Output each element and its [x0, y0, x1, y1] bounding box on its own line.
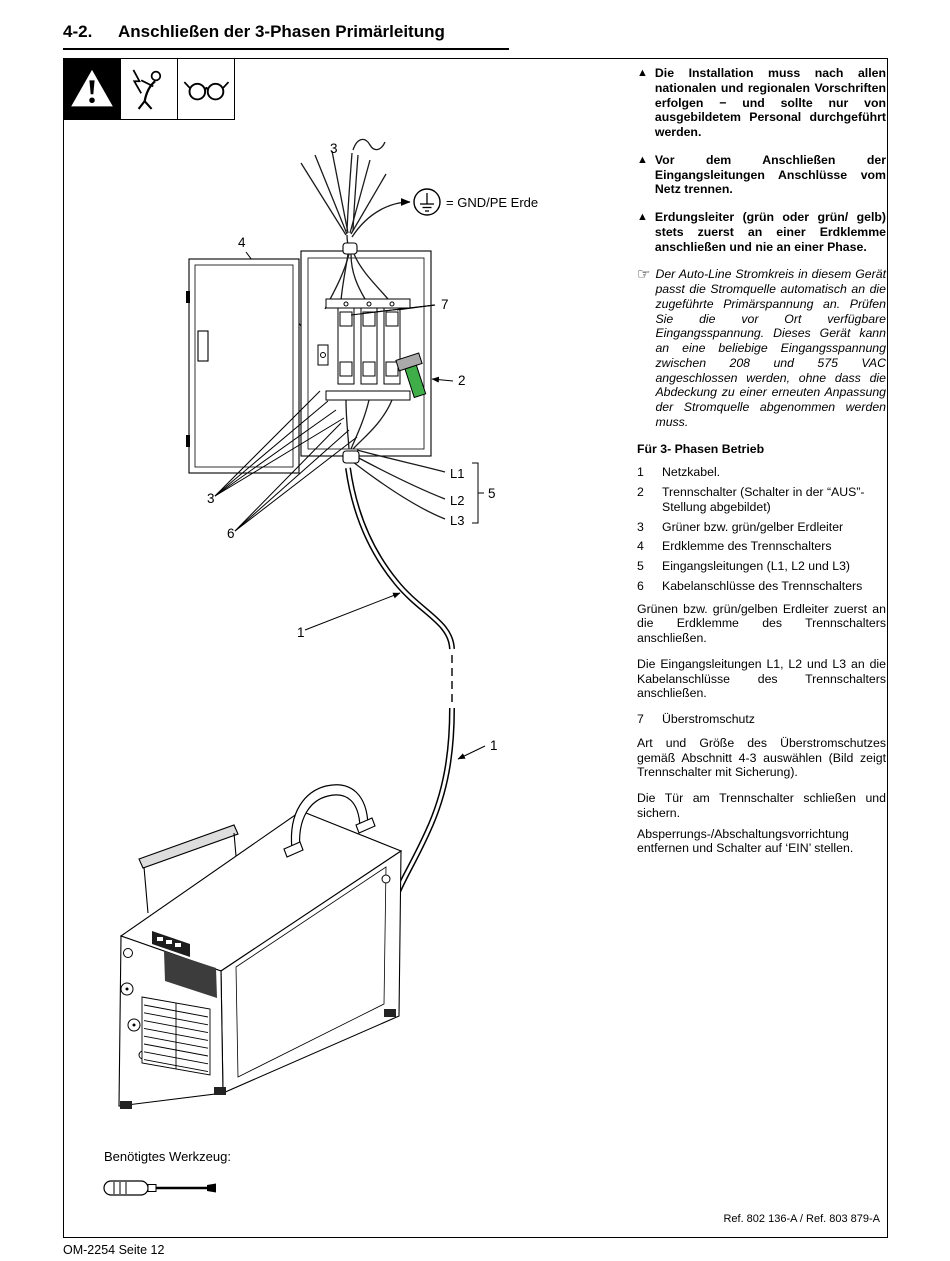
warning-item-2 — [637, 153, 886, 197]
page-footer: OM-2254 Seite 12 — [63, 1243, 165, 1257]
section-title-text: Anschließen der 3-Phasen Primärleitung — [118, 22, 445, 41]
safety-glasses-icon — [177, 58, 235, 120]
safety-icons — [63, 58, 234, 120]
section-title — [63, 22, 509, 50]
callout-7: 7 — [441, 297, 449, 312]
gnd-label: = GND/PE Erde — [446, 195, 539, 210]
paragraph-ocp: Art und Größe des Überstromschutzes gemäß Abschnitt 4-3 auswählen (Bild zeigt Trennschalter mit Sicherung). — [637, 735, 886, 780]
incoming-wires — [301, 139, 410, 248]
leader-1-lower — [458, 746, 485, 759]
reference-number: Ref. 802 136-A / Ref. 803 879-A — [723, 1213, 880, 1225]
warning-bullet-icon: ▲ — [637, 153, 648, 166]
phase-label-l2: L2 — [450, 493, 465, 508]
pointing-hand-icon: ☞ — [637, 266, 651, 284]
electric-shock-icon — [120, 58, 178, 120]
phase-bracket — [472, 463, 484, 523]
warning-bullet-icon: ▲ — [637, 211, 648, 223]
paragraph-lines: Die Eingangsleitungen L1, L2 und L3 an die Kabelanschlüsse des Trennschalters anschließen. — [637, 656, 886, 701]
legend-item-5: 5 Eingangsleitungen (L1, L2 und L3) — [637, 559, 851, 573]
warning-item-1 — [637, 66, 886, 140]
cable-bushing — [343, 451, 359, 463]
legend-item-6: 6 Kabelanschlüsse des Trennschalters — [637, 578, 863, 593]
front-rail — [139, 825, 238, 868]
paragraph-door: Die Tür am Trennschalter schließen und sichern. — [637, 791, 886, 820]
warning-bullet-icon: ▲ — [637, 67, 648, 79]
power-cable-lower — [393, 708, 452, 910]
phase-label-l1: L1 — [450, 466, 465, 481]
legend-item-7: 7 Überstromschutz — [637, 712, 755, 726]
section-number: 4-2. — [63, 22, 93, 41]
callout-3: 3 — [207, 491, 215, 506]
warning-text-2: Vor dem Anschließen der Eingangsleitungen Anschlüsse vom Netz trennen. — [654, 152, 886, 197]
callout-2: 2 — [458, 373, 466, 388]
callout-6: 6 — [227, 526, 235, 541]
paragraph-lockout: Absperrungs-/Abschaltungsvorrichtung entfernen und Schalter auf ‘EIN’ stellen. — [637, 826, 854, 856]
legend-item-3: 3 Grüner bzw. grün/gelber Erdleiter — [637, 519, 844, 534]
callout-3-top: 3 — [330, 141, 338, 156]
note-text: Der Auto-Line Stromkreis in diesem Gerät passt die Stromquelle automatisch an die zugeführte Primärspannung an. Prüfen Sie die vor Ort verfügbare Eingangsspannung. Dieses Gerät kann an eine beliebige Eingangsspannung zwischen 208 und 575 VAC angeschlossen werden, ohne dass die Abdeckung zu einer erneuten Anpassung der Stromquelle abgenommen werden muss. — [655, 267, 886, 429]
legend-item-4: 4 Erdklemme des Trennschalters — [637, 539, 832, 554]
paragraph-ground: Grünen bzw. grün/gelben Erdleiter zuerst an die Erdklemme des Trennschalters anschließen. — [637, 601, 886, 645]
warning-item-3 — [637, 210, 886, 254]
screwdriver-icon — [104, 1181, 216, 1195]
auto-line-note — [637, 267, 886, 429]
legend-heading: Für 3- Phasen Betrieb — [637, 441, 765, 456]
tools-heading: Benötigtes Werkzeug: — [104, 1149, 231, 1164]
leader-2 — [432, 379, 453, 381]
warning-text-1: Die Installation muss nach allen nationalen und regionalen Vorschriften erfolgen − und sollte nur von ausgebildetem Personal durchgeführt werden. — [654, 66, 886, 139]
ground-symbol — [414, 189, 440, 215]
disconnect-door — [186, 259, 299, 473]
legend-item-1: 1 Netzkabel. — [637, 465, 721, 480]
phase-label-l3: L3 — [450, 513, 465, 528]
instruction-column — [637, 66, 886, 867]
callout-1-upper: 1 — [297, 625, 305, 640]
warning-text-3: Erdungsleiter (grün oder grün/ gelb) stets zuerst an einer Erdklemme anschließen und nie an einer Phase. — [654, 210, 886, 254]
leader-1-upper — [305, 593, 400, 630]
callout-1-lower: 1 — [490, 738, 498, 753]
callout-4: 4 — [238, 235, 246, 250]
callout-5: 5 — [488, 486, 496, 501]
figure-frame — [63, 58, 888, 1238]
legend-list — [637, 465, 886, 593]
side-stud — [382, 875, 390, 883]
legend-item-2: 2 Trennschalter (Schalter in der “AUS”-Stellung abgebildet) — [637, 485, 865, 514]
welding-machine — [119, 785, 401, 1109]
warning-triangle-icon — [63, 58, 121, 120]
louver-grid — [142, 997, 210, 1075]
